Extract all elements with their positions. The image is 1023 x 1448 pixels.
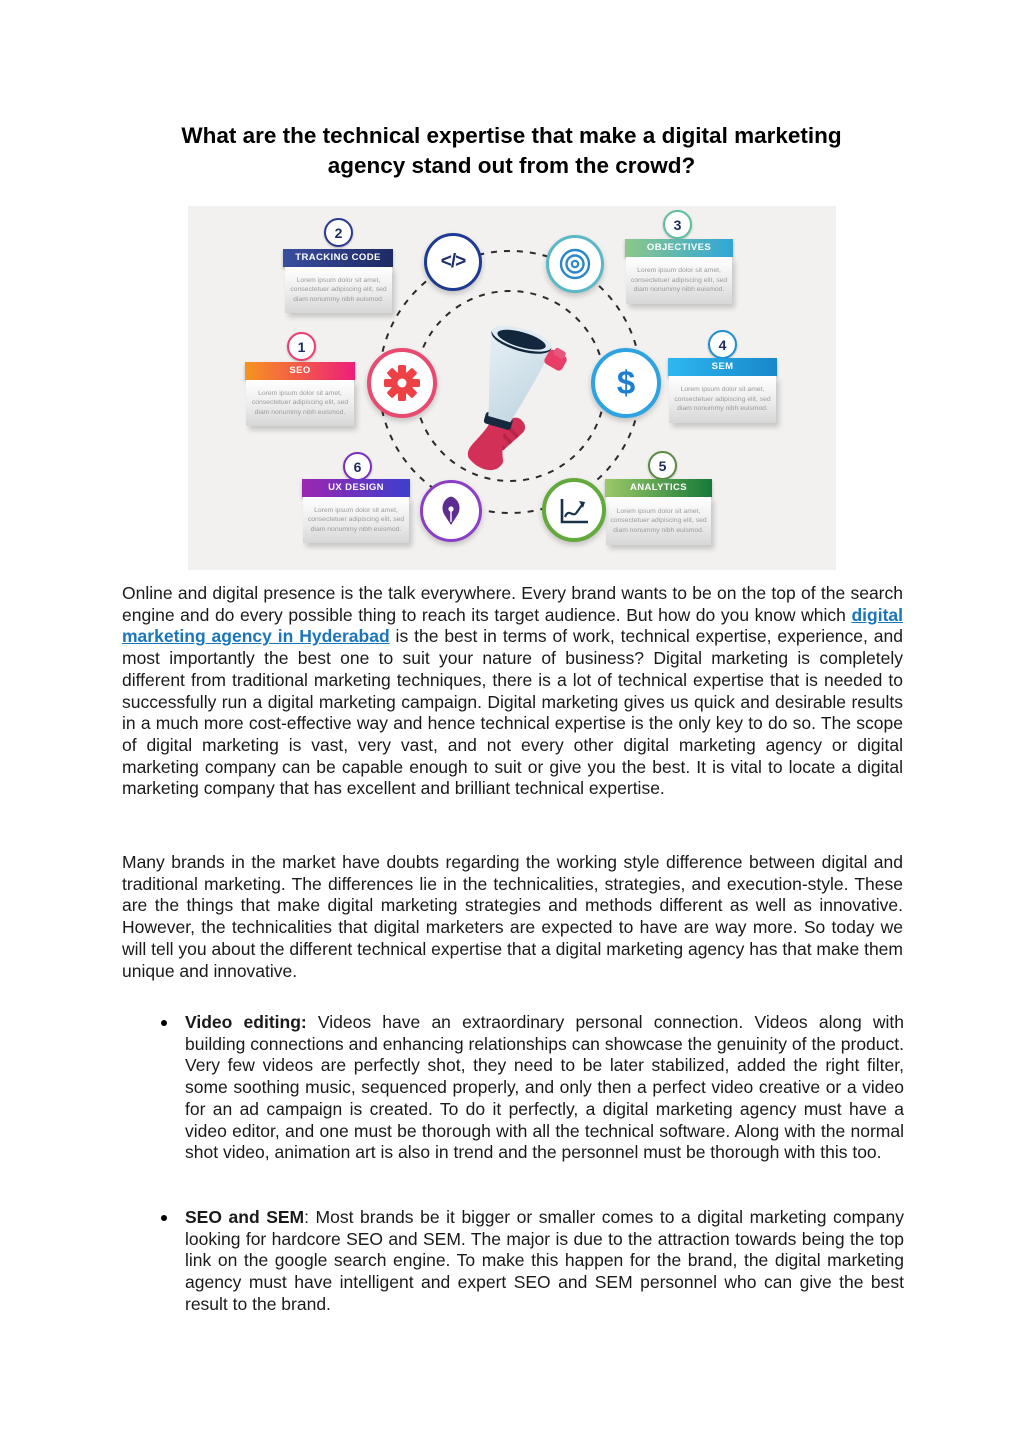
lorem-line: diam nonummy nibh euismod. (677, 405, 768, 413)
lorem-line: diam nonummy nibh euismod. (254, 408, 346, 416)
bullet-marker (161, 1020, 167, 1026)
dollar-icon (591, 348, 661, 418)
pen-nib-icon (420, 480, 482, 542)
lorem-line: consectetuer adipiscing elit, sed (251, 399, 349, 407)
sem-number-badge (708, 330, 737, 359)
tracking-code-number-badge (324, 218, 353, 247)
bullet-video-editing-text: Videos have an extraordinary personal connection. Videos along with building connections and enhancing relationships can showcase the genuinity of the product. Very few videos are perfectly shot, they need to be later stabilized, added the right filter, some soothing music, sequenced properly, and only then a perfect video creative or a video for an ad campaign is created. To do it perfectly, a digital marketing agency must have a video editor, and one must be thorough with all the technical software. Along with the normal shot video, animation art is also in trend and the personnel must be thorough with this too. (185, 1012, 905, 1163)
megaphone-icon (455, 321, 574, 484)
tracking-code-box-header: TRACKING CODE (283, 249, 393, 267)
sem-box-body (669, 376, 776, 423)
bullet-seo-and-sem-text: : Most brands be it bigger or smaller comes to a digital marketing company looking for hardcore SEO and SEM. The major is due to the attraction towards being the top link on the google search engine. To make this happen for the brand, the digital marketing agency must have intelligent and expert SEO and SEM personnel who can give the best result to the brand. (185, 1207, 904, 1314)
bullet-seo-and-sem (142, 1207, 904, 1316)
paragraph-1-after-link: is the best in terms of work, technical expertise, experience, and most importantly the best one to suit your nature of business? Digital marketing is completely different from traditional marketing techniques, there is a lot of technical expertise that is needed to successfully run a digital marketing campaign. Digital marketing gives us quick and desirable results in a much more cost-effective way and hence technical expertise is the only key to do so. The scope of digital marketing is vast, very vast, and not every other digital marketing agency or digital marketing company can be capable enough to suit or give you the best. It is vital to locate a digital marketing company that has excellent and brilliant technical expertise. (122, 626, 903, 799)
seo-number: 1 (297, 338, 306, 355)
lorem-line: consectetuer adipiscing elit, sed (307, 516, 405, 524)
lorem-line: Lorem ipsum dolor sit amet, (314, 506, 398, 514)
bullet-video-editing (142, 1012, 904, 1164)
ux-design-number-badge (343, 452, 372, 481)
bullet-marker (161, 1215, 167, 1221)
lorem-line: consectetuer adipiscing elit, sed (630, 276, 728, 284)
target-icon (546, 235, 604, 293)
bullet-video-editing-lead: Video editing: (185, 1012, 307, 1032)
analytics-number-badge (648, 451, 677, 480)
page-title-line-1: What are the technical expertise that make a digital marketing (181, 123, 842, 148)
lorem-line: Lorem ipsum dolor sit amet, (680, 386, 765, 394)
hyderabad-agency-link[interactable]: digital marketing agency in Hyderabad (122, 604, 903, 647)
paragraph-1-before-link: Online and digital presence is the talk everywhere. Every brand wants to be on the top of the search engine and do every possible thing to reach its target audience. But how do you know which (122, 583, 903, 625)
paragraph-2: Many brands in the market have doubts regarding the working style difference between digital and traditional marketing. The differences lie in the technicalities, strategies, and execution-style. These are the things that make digital marketing strategies and methods different as well as innovative. However, the technicalities that digital marketers are expected to have are way more. So today we will tell you about the different technical expertise that a digital marketing agency has that make them unique and innovative. (122, 852, 903, 981)
analytics-box-body (606, 497, 711, 545)
lorem-line: consectetuer adipiscing elit, sed (610, 517, 707, 525)
tracking-code-box-body (285, 267, 392, 313)
lorem-line: Lorem ipsum dolor sit amet, (296, 276, 381, 284)
chart-icon (542, 478, 606, 542)
lorem-line: Lorem ipsum dolor sit amet, (258, 389, 342, 397)
code-icon (424, 233, 482, 291)
ux-design-number: 6 (353, 458, 362, 475)
lorem-line: diam nonummy nibh euismod. (293, 295, 384, 303)
objectives-number-badge (663, 210, 692, 239)
lorem-line: consectetuer adipiscing elit, sed (674, 395, 771, 403)
analytics-box-header: ANALYTICS (605, 479, 712, 497)
seo-box-body (246, 380, 354, 426)
tracking-code-number: 2 (334, 224, 343, 241)
infographic-image (188, 206, 836, 570)
code-glyph: </> (440, 251, 466, 272)
lorem-line: Lorem ipsum dolor sit amet, (616, 507, 701, 515)
objectives-box-header: OBJECTIVES (625, 239, 733, 257)
page-title-line-2: agency stand out from the crowd? (327, 153, 696, 178)
lorem-line: diam nonummy nibh euismod. (613, 526, 704, 534)
lorem-line: diam nonummy nibh euismod. (633, 286, 725, 294)
lorem-line: Lorem ipsum dolor sit amet, (637, 267, 721, 275)
paragraph-1 (122, 583, 903, 800)
sem-number: 4 (718, 336, 727, 353)
bullet-seo-and-sem-lead: SEO and SEM (185, 1207, 305, 1227)
seo-box-header: SEO (245, 362, 355, 380)
lorem-line: consectetuer adipiscing elit, sed (290, 286, 387, 294)
objectives-box-body (626, 257, 732, 304)
page-title (0, 121, 1023, 181)
ux-design-box-header: UX DESIGN (302, 479, 410, 497)
ux-design-box-body (303, 497, 409, 543)
dollar-glyph: $ (616, 364, 636, 401)
lorem-line: diam nonummy nibh euismod. (310, 525, 402, 533)
analytics-number: 5 (658, 457, 667, 474)
sem-box-header: SEM (668, 358, 777, 376)
gear-icon (367, 348, 437, 418)
objectives-number: 3 (673, 216, 682, 233)
seo-number-badge (287, 332, 316, 361)
